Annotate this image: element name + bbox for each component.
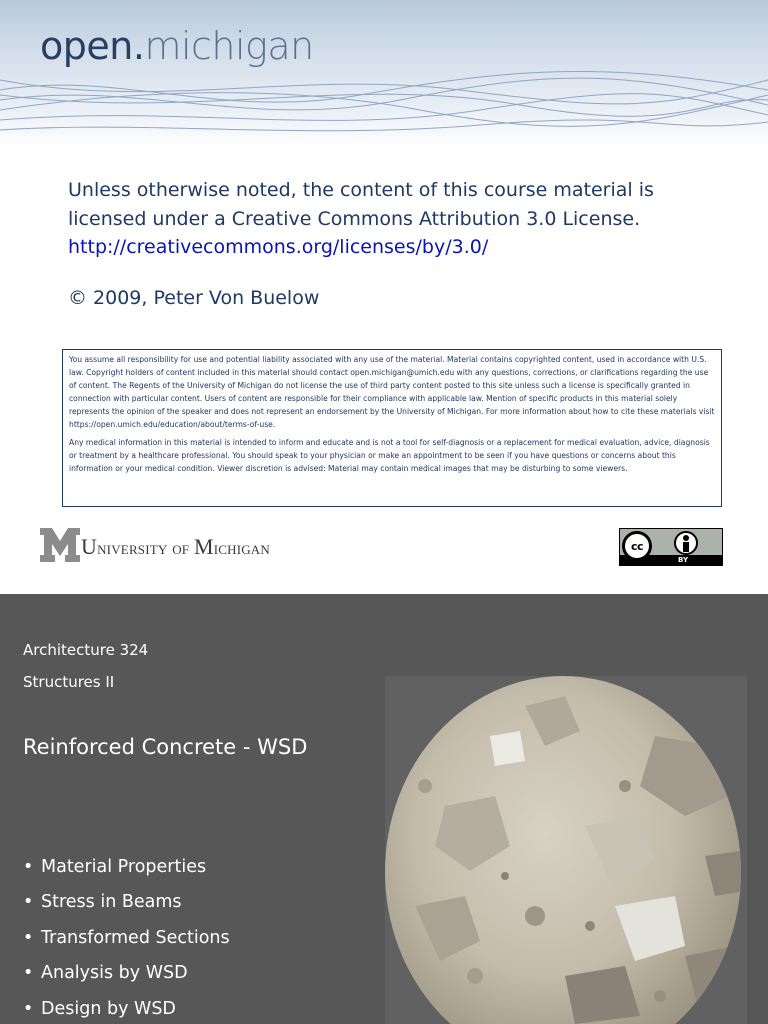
list-item: • Analysis by WSD: [23, 963, 188, 984]
list-item: • Transformed Sections: [23, 927, 230, 948]
course-name: Architecture 324: [23, 641, 149, 659]
license-line-2: licensed under a Creative Commons Attribution 3.0 License.: [68, 207, 641, 230]
list-item: • Design by WSD: [23, 998, 176, 1019]
logo-open: open: [40, 24, 133, 68]
attribution-person-icon: [674, 531, 698, 555]
concrete-core-image: [385, 676, 747, 1024]
header-banner: [0, 0, 768, 150]
open-michigan-logo: [40, 22, 314, 71]
university-wordmark: University of Michigan: [81, 534, 270, 559]
cc-icon: cc: [622, 531, 652, 561]
by-label: BY: [678, 556, 689, 564]
list-item: • Stress in Beams: [23, 892, 182, 913]
license-statement: [68, 176, 708, 262]
license-url-link[interactable]: http://creativecommons.org/licenses/by/3.0/: [68, 236, 489, 258]
university-of-michigan-logo: [40, 528, 270, 562]
logo-michigan: michigan: [144, 24, 314, 68]
disclaimer-box: [62, 349, 722, 507]
disclaimer-paragraph-2: Any medical information in this material is intended to inform and educate and is not a tool for self-diagnosis or a replacement for medical evaluation, advice, diagnosis or treatment by a healthcare professional. You should speak to your physician or make an appointment to be seen if you have questions or concerns about this information or your medical condition. Viewer discretion is advised: Material may contain medical images that may be disturbing to some viewers.: [69, 438, 710, 474]
creative-commons-by-badge[interactable]: [619, 528, 723, 566]
title-slide: [0, 594, 768, 1024]
list-item: • Material Properties: [23, 857, 207, 877]
disclaimer-paragraph-1: You assume all responsibility for use and potential liability associated with any use of the material. Material contains copyrighted content, used in accordance with U.S. law. Copyright holders of content included in this material should contact open.michigan@umich.edu with any questions, corrections, or clarifications regarding the use of content. The Regents of the University of Michigan do not license the use of third party content posted to this site unless such a license is specifically granted in connection with particular content. Users of content are responsible for their compliance with applicable law. Mention of specific products in this material solely represents the opinion of the speaker and does not represent an endorsement by the University of Michigan. For more information about how to cite these materials visit https://open.umich.edu/education/about/terms-of-use.: [69, 355, 715, 429]
course-subtitle: Structures II: [23, 673, 115, 691]
logo-dot: .: [132, 24, 145, 68]
slide-title: Reinforced Concrete - WSD: [23, 735, 308, 759]
copyright-notice: © 2009, Peter Von Buelow: [68, 287, 320, 309]
topic-list: [23, 856, 230, 1024]
block-m-icon: [40, 528, 80, 562]
license-line-1: Unless otherwise noted, the content of this course material is: [68, 179, 654, 201]
